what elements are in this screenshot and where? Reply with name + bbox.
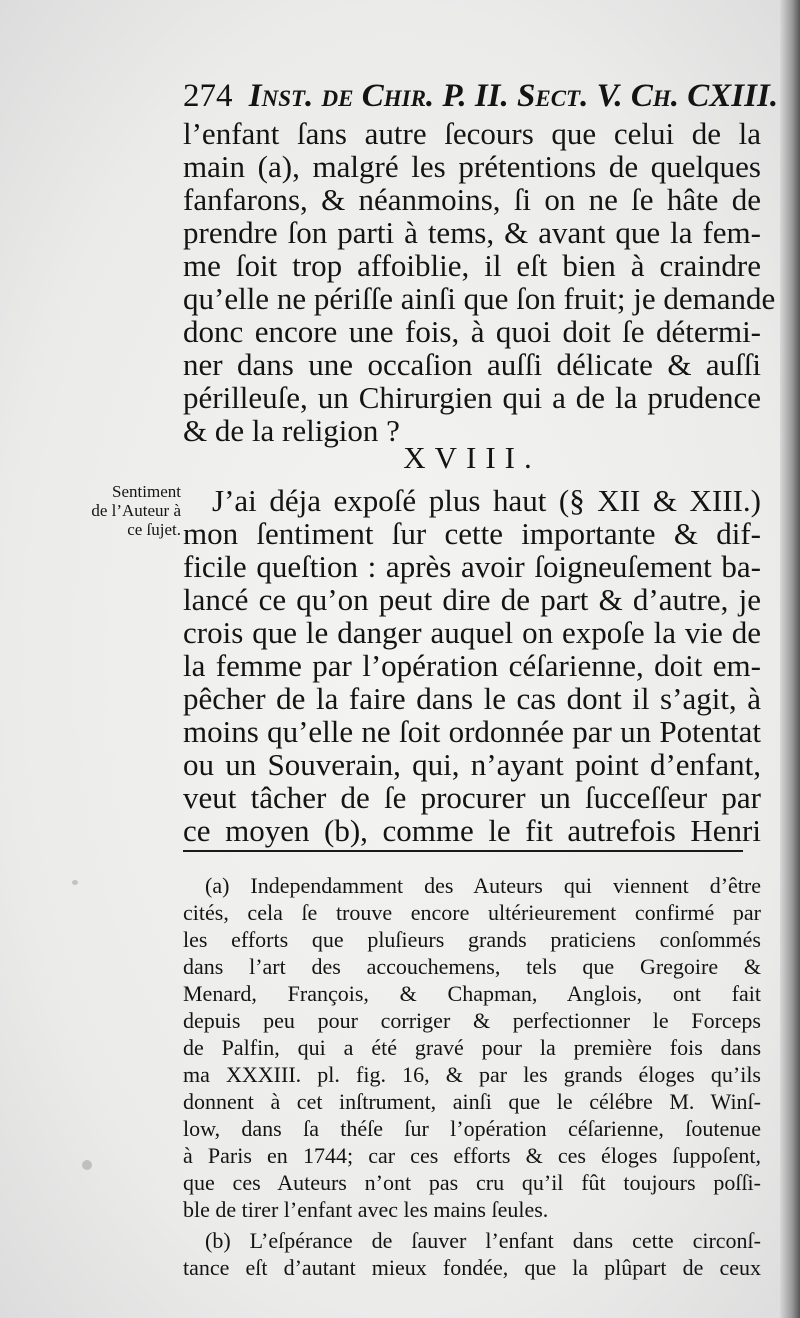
section-line: la femme par l’opération céſarienne, doit em-: [183, 648, 761, 683]
footnote-line: low, dans ſa théſe ſur l’opération céſarienne, ſoutenue: [183, 1116, 761, 1141]
footnote-line: ma XXXIII. pl. fig. 16, & par les grands éloges qu’ils: [183, 1062, 761, 1087]
section-line: ou un Souverain, qui, n’ayant point d’enfant,: [183, 747, 761, 782]
body-line: me ſoit trop affoiblie, il eſt bien à craindre: [183, 248, 761, 283]
ink-speck: [72, 880, 78, 885]
section-line: ce moyen (b), comme le fit autrefois Henri: [183, 813, 761, 848]
body-line: ner dans une occaſion auſſi délicate & auſſi: [183, 347, 761, 382]
section-line: pêcher de la faire dans le cas dont il s’agit, à: [183, 681, 761, 716]
section-line: moins qu’elle ne ſoit ordonnée par un Potentat: [183, 714, 761, 749]
page-gutter-shadow: [780, 0, 800, 1318]
running-title: Inst. de Chir. P. II. Sect. V. Ch. CXIII.: [248, 78, 779, 114]
footnote-rule: [183, 850, 743, 852]
body-line: prendre ſon parti à tems, & avant que la fem-: [183, 215, 761, 250]
section-line: veut tâcher de ſe procurer un ſucceſſeur par: [183, 780, 761, 815]
footnote-line: à Paris en 1744; car ces efforts & ces éloges ſuppoſent,: [183, 1143, 761, 1168]
body-line: l’enfant ſans autre ſecours que celui de la: [183, 116, 761, 151]
section-line: mon ſentiment ſur cette importante & dif-: [183, 516, 761, 551]
running-head: [183, 76, 779, 116]
footnote-line: (a) Independamment des Auteurs qui viennent d’être: [205, 873, 761, 898]
footnote-line: dans l’art des accouchemens, tels que Gregoire &: [183, 954, 761, 979]
section-line: crois que le danger auquel on expoſe la vie de: [183, 615, 761, 650]
margin-note-line: ce ſujet.: [127, 520, 181, 539]
section-line: ficile queſtion : après avoir ſoigneuſement ba-: [183, 549, 761, 584]
margin-note: [46, 482, 181, 539]
footnote-line: ble de tirer l’enfant avec les mains ſeules.: [183, 1197, 549, 1222]
footnote-line: cités, cela ſe trouve encore ultérieurement confirmé par: [183, 900, 761, 925]
footnote-line: que ces Auteurs n’ont pas cru qu’il fût toujours poſſi-: [183, 1170, 761, 1195]
margin-note-line: Sentiment: [112, 482, 181, 501]
margin-note-line: de l’Auteur à: [91, 501, 181, 520]
section-heading: XVIII.: [403, 440, 541, 475]
footnote-line: Menard, François, & Chapman, Anglois, ont fait: [183, 981, 761, 1006]
section-line: lancé ce qu’on peut dire de part & d’autre, je: [183, 582, 761, 617]
body-line: main (a), malgré les prétentions de quelques: [183, 149, 761, 184]
body-line: qu’elle ne périſſe ainſi que ſon fruit; je demande: [183, 281, 776, 316]
body-line: périlleuſe, un Chirurgien qui a de la prudence: [183, 380, 761, 415]
footnote-line: donnent à cet inſtrument, ainſi que le célébre M. Winſ-: [183, 1089, 761, 1114]
footnote-line: les efforts que pluſieurs grands praticiens conſommés: [183, 927, 761, 952]
footnote-line: (b) L’eſpérance de ſauver l’enfant dans cette circonſ-: [205, 1228, 761, 1253]
ink-speck: [82, 1160, 92, 1170]
footnote-line: de Palfin, qui a été gravé pour la première fois dans: [183, 1035, 761, 1060]
body-line: fanfarons, & néanmoins, ſi on ne ſe hâte de: [183, 182, 761, 217]
body-line: donc encore une fois, à quoi doit ſe détermi-: [183, 314, 761, 349]
section-line: J’ai déja expoſé plus haut (§ XII & XIII.): [212, 483, 761, 518]
page-number: 274: [183, 78, 233, 114]
footnote-line: depuis peu pour corriger & perfectionner le Forceps: [183, 1008, 761, 1033]
footnote-line: tance eſt d’autant mieux fondée, que la plûpart de ceux: [183, 1255, 761, 1280]
body-line: & de la religion ?: [183, 413, 400, 448]
